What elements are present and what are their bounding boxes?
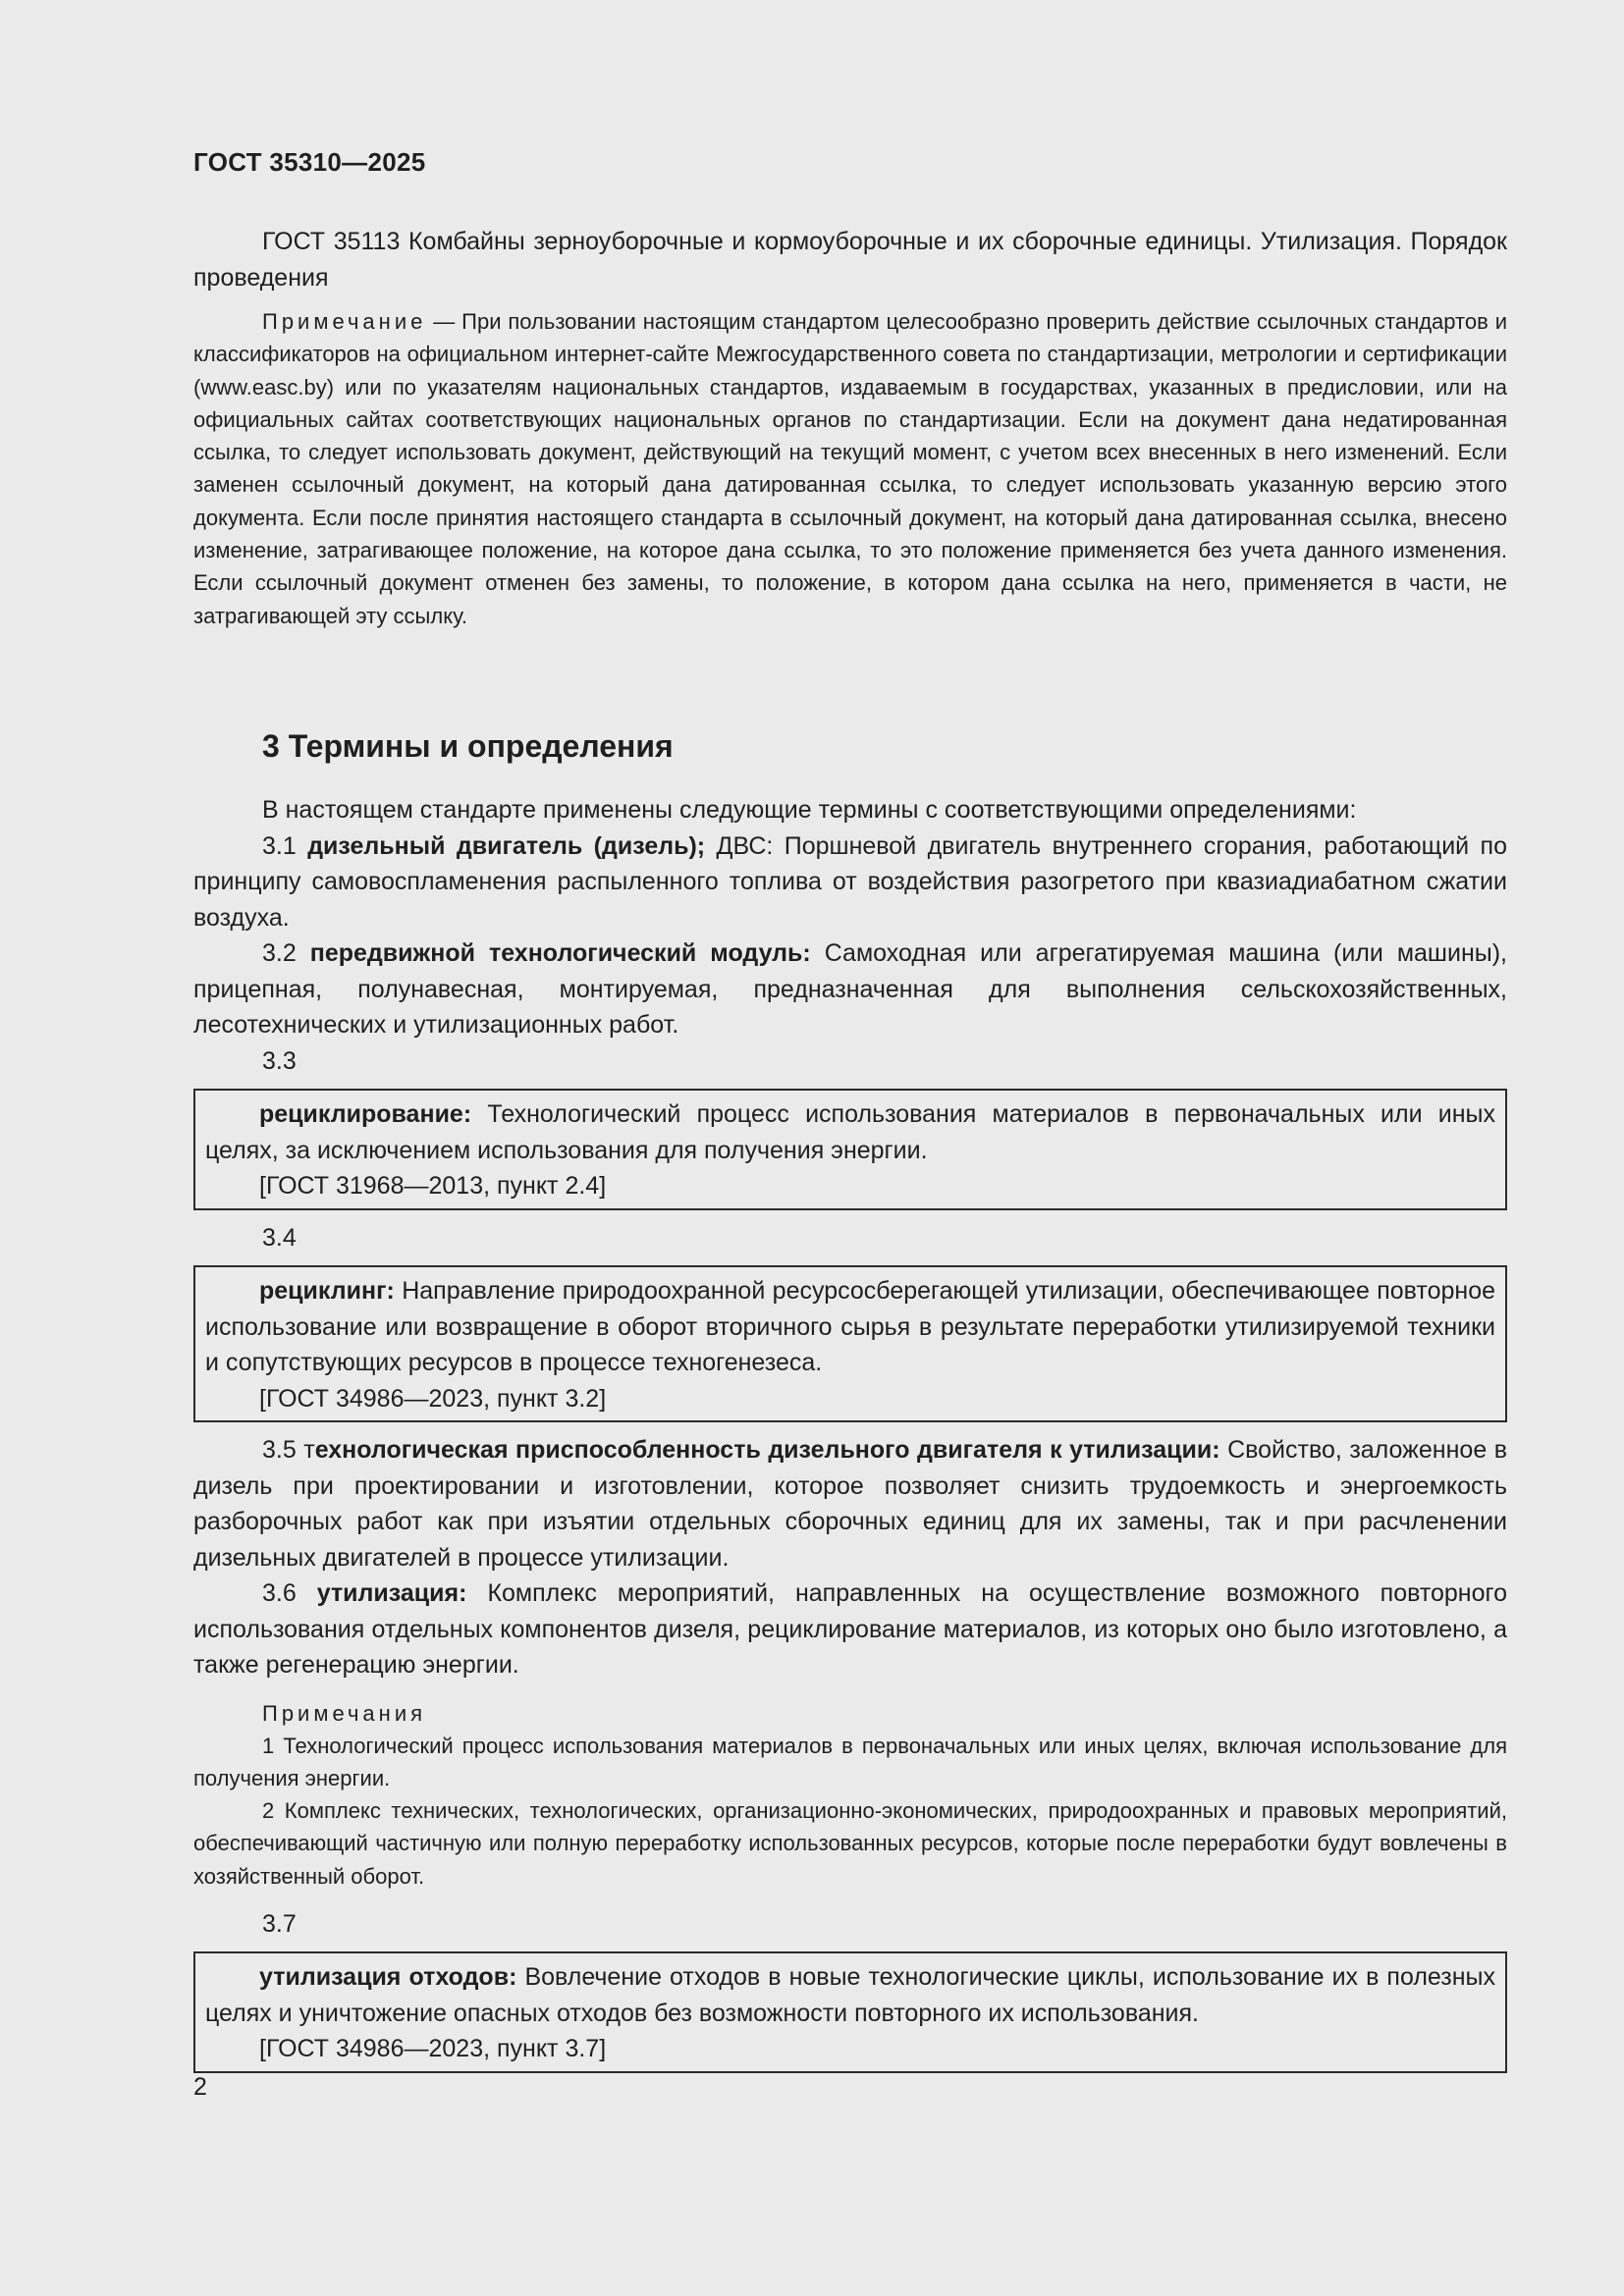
term-number-3-4: 3.4 (262, 1223, 297, 1252)
term-definition: Комплекс мероприятий, направленных на осуществление возможного повторного использования отдельных компонентов дизеля, рециклирование материалов, из которых оно было изготовлено, а также регенерацию энергии. (193, 1579, 1507, 1679)
term-name: утилизация: (316, 1579, 467, 1607)
term-source: [ГОСТ 34986—2023, пункт 3.2] (259, 1384, 607, 1413)
term-name: рециклирование: (259, 1100, 472, 1128)
term-definition: Самоходная или агрегатируемая машина (или машины), прицепная, полунавесная, монтируемая, предназначенная для выполнения сельскохозяйственных, лесотехнических и утилизационных работ. (193, 939, 1508, 1039)
term-3-4 (205, 1273, 1495, 1381)
term-number: 3.1 (262, 831, 308, 860)
term-3-6 (193, 1575, 1507, 1683)
term-name: дизельный двигатель (дизель); (307, 831, 706, 860)
term-name: утилизация отходов: (259, 1963, 517, 1992)
term-number: 3.6 (262, 1579, 317, 1607)
term-number: 3.2 (262, 939, 310, 967)
term-name: передвижной технологический модуль: (309, 939, 811, 967)
section-intro: В настоящем стандарте применены следующие термины с соответствующими определениями: (262, 796, 1357, 824)
term-name: рециклинг: (259, 1277, 395, 1305)
term-definition: ДВС: Поршневой двигатель внутреннего сгорания, работающий по принципу самовоспламенения распыленного топлива от воздействия разогретого при квазиадиабатном сжатии воздуха. (193, 831, 1507, 932)
note-text: — При пользовании настоящим стандартом целесообразно проверить действие ссылочных стандартов и классификаторов на официальном интернет-сайте Межгосударственного совета по стандартизации, метрологии и сертификации (www.easc.by) или по указателям национальных стандартов, издаваемым в государствах, указанных в предисловии, или на официальных сайтах соответствующих национальных органов по стандартизации. Если на документ дана недатированная ссылка, то следует использовать документ, действующий на текущий момент, с учетом всех внесенных в него изменений. Если заменен ссылочный документ, на который дана датированная ссылка, то следует использовать указанную версию этого документа. Если после принятия настоящего стандарта в ссылочный документ, на который дана датированная ссылка, внесено изменение, затрагивающее положение, на которое дана ссылка, то это положение применяется без учета данного изменения. Если ссылочный документ отменен без замены, то положение, в котором дана ссылка на него, применяется в части, не затрагивающей эту ссылку. (193, 309, 1507, 628)
term-box-3-7 (193, 1951, 1507, 2073)
document-header: ГОСТ 35310—2025 (193, 147, 426, 177)
term-3-2 (193, 935, 1507, 1043)
term-source: [ГОСТ 34986—2023, пункт 3.7] (259, 2035, 607, 2063)
note-1: 1 Технологический процесс использования материалов в первоначальных или иных целях, включая использование для получения энергии. (193, 1733, 1507, 1790)
note-paragraph (193, 305, 1507, 632)
term-source: [ГОСТ 31968—2013, пункт 2.4] (259, 1172, 607, 1200)
section-title: 3 Термины и определения (262, 728, 674, 764)
note-2: 2 Комплекс технических, технологических, организационно-экономических, природоохранных и правовых мероприятий, обеспечивающий частичную или полную переработку использованных ресурсов, которые после переработки будут вовлечены в хозяйственный оборот. (193, 1798, 1507, 1889)
references-block (193, 224, 1507, 632)
term-box-3-3 (193, 1089, 1507, 1210)
term-definition: Направление природоохранной ресурсосберегающей утилизации, обеспечивающее повторное использование или возвращение в оборот вторичного сырья в результате переработки утилизируемой техники и сопутствующих ресурсов в процессе техногенезеса. (205, 1277, 1495, 1376)
term-box-3-4 (193, 1265, 1507, 1422)
note-label: Примечание (262, 309, 427, 334)
term-number-3-7: 3.7 (262, 1909, 297, 1938)
notes-caption: Примечания (262, 1700, 427, 1726)
notes-block (193, 1697, 1507, 1893)
term-3-1 (193, 828, 1507, 936)
term-3-3 (205, 1096, 1495, 1168)
term-number: 3.5 т (262, 1436, 315, 1464)
term-number-3-3: 3.3 (262, 1046, 297, 1075)
term-3-7 (205, 1959, 1495, 2031)
term-definition: Технологический процесс использования материалов в первоначальных или иных целях, за исключением использования для получения энергии. (205, 1100, 1495, 1164)
term-name: ехнологическая приспособленность дизельного двигателя к утилизации: (314, 1436, 1220, 1464)
term-definition: Свойство, заложенное в дизель при проектировании и изготовлении, которое позволяет снизить трудоемкость и энергоемкость разборочных работ как при изъятии отдельных сборочных единиц для их замены, так и при расчленении дизельных двигателей в процессе утилизации. (193, 1436, 1507, 1572)
reference-gost-35113: ГОСТ 35113 Комбайны зерноуборочные и кормоуборочные и их сборочные единицы. Утилизация. Порядок проведения (193, 228, 1507, 292)
page-number: 2 (193, 2073, 207, 2101)
term-definition: Вовлечение отходов в новые технологические циклы, использование их в полезных целях и уничтожение опасных отходов без возможности повторного их использования. (205, 1963, 1495, 2027)
term-3-5 (193, 1432, 1507, 1575)
terms-section (193, 792, 1507, 2073)
